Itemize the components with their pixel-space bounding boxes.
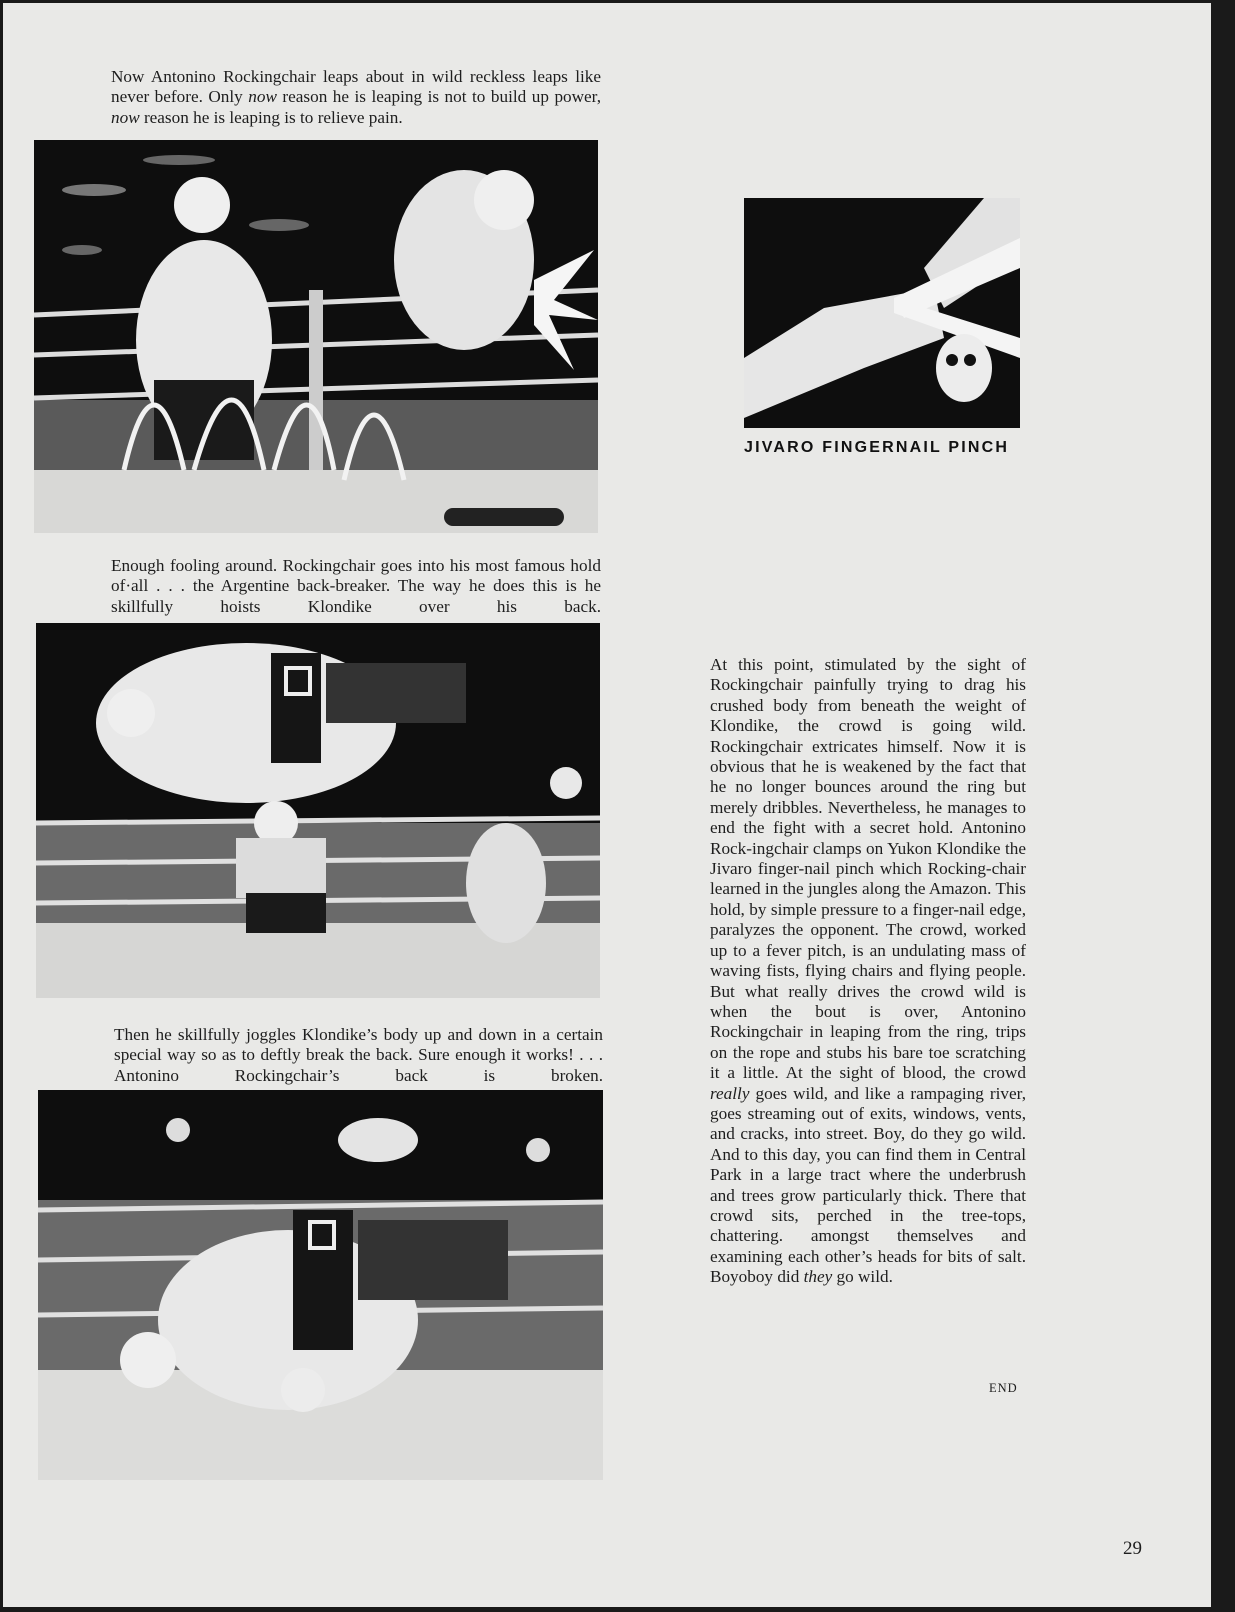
panel-art-fingernail-pinch xyxy=(744,198,1020,428)
paragraph-1: Now Antonino Rockingchair leaps about in wild reckless leaps like never before. Only now reason he is leaping is not to build up power, now reason he is leaping is to relieve pain. xyxy=(111,67,602,127)
panel-art-back-breaker xyxy=(36,623,600,998)
illustration-panel-leaping xyxy=(34,140,598,533)
paragraph-4: At this point, stimulated by the sight of Rockingchair painfully trying to drag his crushed body from beneath the weight of Klondike, the crowd is going wild. Rockingchair extricates himself. Now it is obvious that he is weakened by the fact that he no longer bounces around the ring but merely dribbles. Nevertheless, he manages to end the fight with a secret hold. Antonino Rock-ingchair clamps on Yukon Klondike the Jivaro finger-nail pinch which Rocking-chair learned in the jungles along the Amazon. This hold, by simple pressure to a finger-nail edge, paralyzes the opponent. The crowd, worked up to a fever pitch, is an undulating mass of waving fists, flying chairs and flying people. But what really drives the crowd wild is when the bout is over, Antonino Rockingchair in leaping from the ring, trips on the rope and stubs his bare toe scratching it a little. At the sight of blood, the crowd really goes wild, and like a rampaging river, goes streaming out of exits, windows, vents, and cracks, into street. Boy, do they go wild. And to this day, you can find them in Central Park in a large tract where the underbrush and trees grow particularly thick. There that crowd sits, perched in the tree-tops, chattering. amongst themselves and examining each other’s heads for bits of salt. Boyoboy did they go wild. xyxy=(710,655,1026,1287)
paragraph-3: Then he skillfully joggles Klondike’s body up and down in a certain special way so as to deftly break the back. Sure enough it works! . . . Antonino Rockingchair’s back is broken. xyxy=(114,1025,603,1085)
illustration-caption: JIVARO FINGERNAIL PINCH xyxy=(744,439,1010,456)
paragraph-2: Enough fooling around. Rockingchair goes into his most famous hold of·all . . . the Argentine back-breaker. The way he does this is he skillfully hoists Klondike over his back. xyxy=(111,556,601,616)
magazine-page xyxy=(3,3,1211,1607)
panel-art-leaping xyxy=(34,140,598,533)
panel-art-broken-back xyxy=(38,1090,603,1480)
end-mark: END xyxy=(989,1381,1018,1395)
illustration-panel-broken-back xyxy=(38,1090,603,1480)
illustration-panel-back-breaker xyxy=(36,623,600,998)
page-number: 29 xyxy=(1123,1538,1142,1559)
illustration-panel-fingernail-pinch xyxy=(744,198,1020,428)
